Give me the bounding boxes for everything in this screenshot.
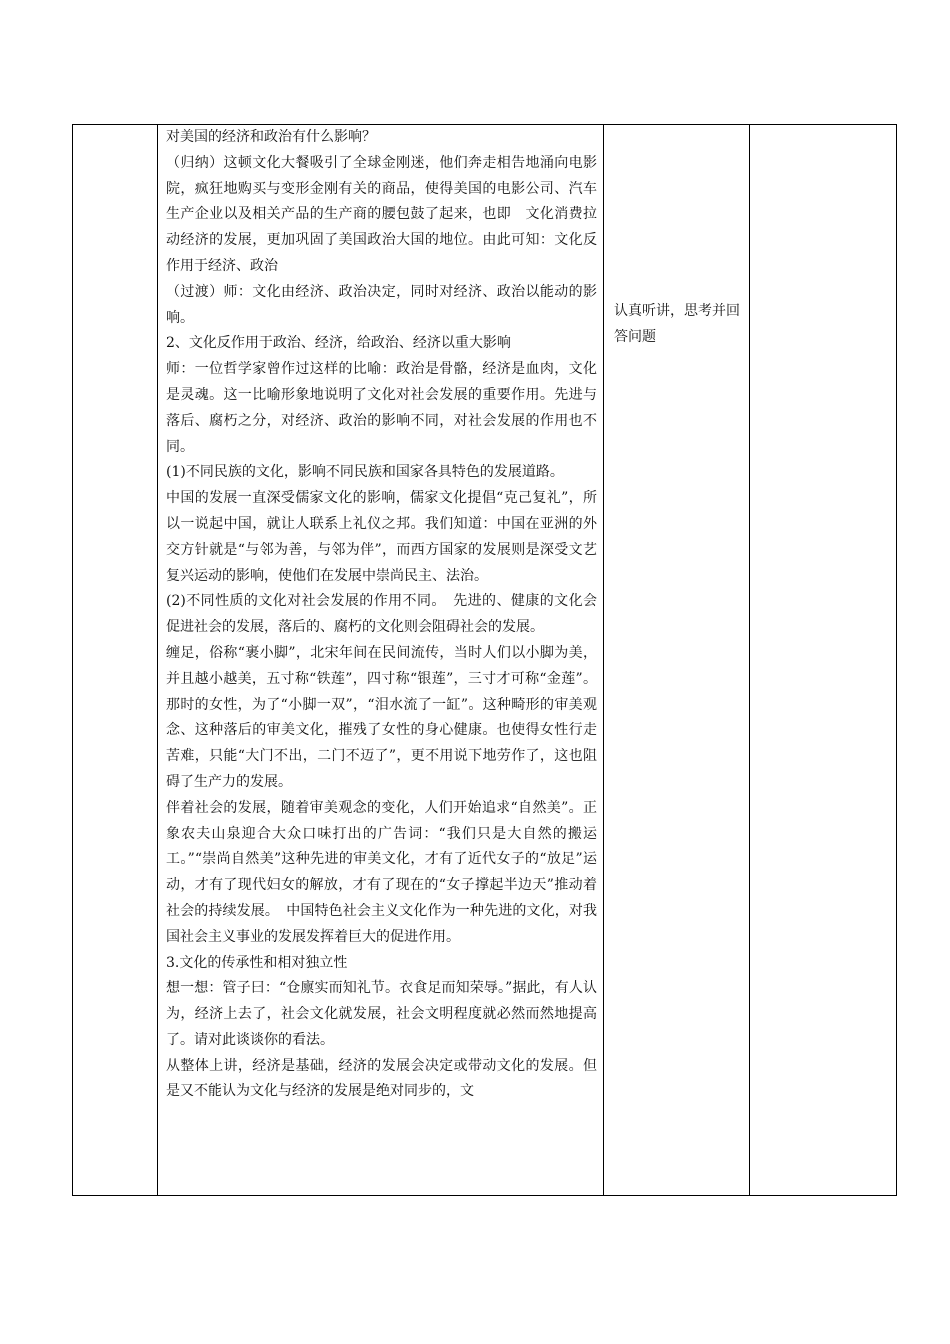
content-paragraph: (2)不同性质的文化对社会发展的作用不同。 先进的、健康的文化会促进社会的发展，落后的、腐朽的文化则会阻碍社会的发展。 (166, 593, 597, 636)
content-paragraph: 对美国的经济和政治有什么影响？ (166, 129, 376, 145)
content-paragraph: （过渡）师：文化由经济、政治决定，同时对经济、政治以能动的影响。 (166, 283, 597, 326)
content-paragraph: 从整体上讲，经济是基础，经济的发展会决定或带动文化的发展。但是又不能认为文化与经济的发展是绝对同步的，文 (166, 1057, 597, 1100)
content-paragraph: 2、文化反作用于政治、经济，给政治、经济以重大影响 (166, 335, 511, 352)
content-paragraph: 中国的发展一直深受儒家文化的影响，儒家文化提倡“克己复礼”，所以一说起中国，就让人联系上礼仪之邦。我们知道：中国在亚洲的外交方针就是“与邻为善，与邻为伴”，而西方国家的发展则是深受文艺复兴运动的影响，使他们在发展中崇尚民主、法治。 (166, 490, 597, 584)
content-paragraph: 3.文化的传承性和相对独立性 (166, 954, 348, 971)
content-paragraph: （归纳）这顿文化大餐吸引了全球金刚迷，他们奔走相告地涌向电影院，疯狂地购买与变形金刚有关的商品，使得美国的电影公司、汽车生产企业以及相关产品的生产商的腰包鼓了起来，也即 文化消费拉动经济的发展，更加巩固了美国政治大国的地位。由此可知：文化反作用于经济、政治 (166, 154, 597, 274)
content-paragraph: 师：一位哲学家曾作过这样的比喻：政治是骨骼，经济是血肉，文化是灵魂。这一比喻形象地说明了文化对社会发展的重要作用。先进与落后、腐朽之分，对经济、政治的影响不同，对社会发展的作用也不同。 (166, 361, 597, 455)
lesson-plan-table (72, 124, 897, 1196)
teaching-content (158, 125, 603, 1105)
teaching-content-cell (158, 125, 604, 1196)
content-paragraph: 缠足，俗称“裹小脚”，北宋年间在民间流传，当时人们以小脚为美，并且越小越美，五寸称“铁莲”，四寸称“银莲”，三寸才可称“金莲”。那时的女性，为了“小脚一双”，“泪水流了一缸”。这种畸形的审美观念、这种落后的审美文化，摧残了女性的身心健康。也使得女性行走苦难，只能“大门不出，二门不迈了”，更不用说下地劳作了，这也阻碍了生产力的发展。 (166, 644, 597, 790)
table-row (73, 125, 897, 1196)
student-activity-cell (604, 125, 750, 1196)
content-paragraph: 伴着社会的发展，随着审美观念的变化，人们开始追求“自然美”。正象农夫山泉迎合大众口味打出的广告词：“我们只是大自然的搬运工。”“崇尚自然美”这种先进的审美文化，才有了近代女子的“放足”运动，才有了现代妇女的解放，才有了现在的“女子撑起半边天”推动着社会的持续发展。 中国特色社会主义文化作为一种先进的文化，对我国社会主义事业的发展发挥着巨大的促进作用。 (166, 799, 597, 945)
left-blank-cell (73, 125, 158, 1196)
student-activity-text: 认真听讲，思考并回答问题 (614, 303, 740, 345)
content-paragraph: (1)不同民族的文化，影响不同民族和国家各具特色的发展道路。 (166, 464, 564, 481)
right-blank-cell (750, 125, 897, 1196)
content-paragraph: 想一想：管子曰：“仓廪实而知礼节。衣食足而知荣辱。”据此，有人认为，经济上去了，社会文化就发展，社会文明程度就必然而然地提高了。请对此谈谈你的看法。 (166, 980, 597, 1048)
